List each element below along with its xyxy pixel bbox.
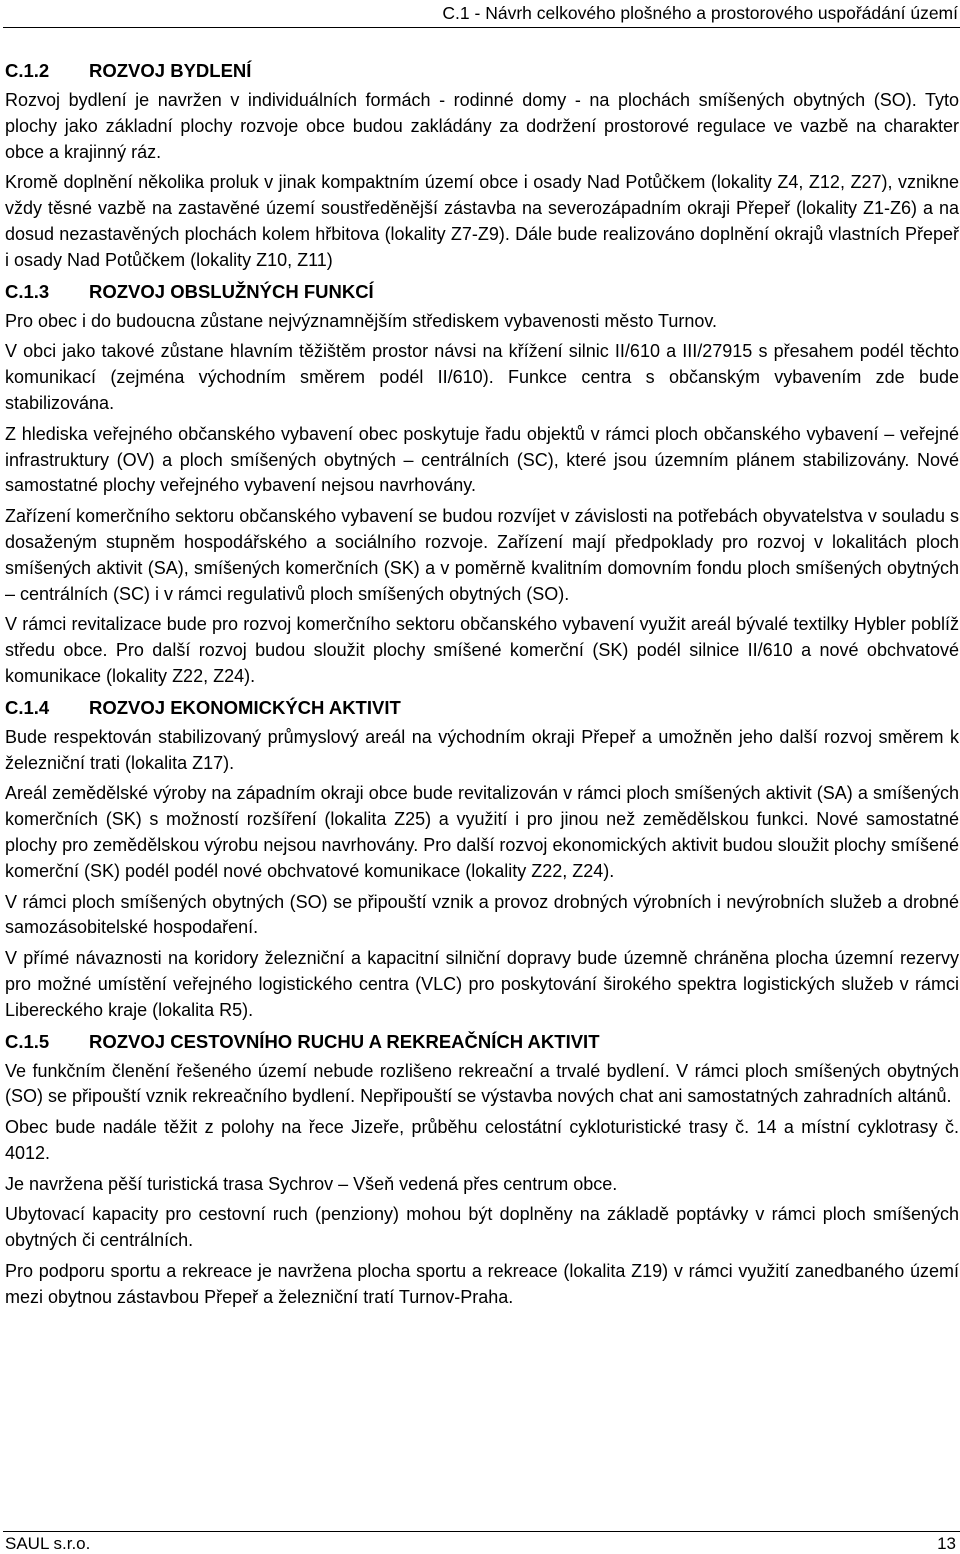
section-rozvoj-ekonomickych-aktivit bbox=[5, 695, 959, 1024]
section-title: ROZVOJ EKONOMICKÝCH AKTIVIT bbox=[89, 696, 401, 718]
section-number: C.1.3 bbox=[5, 280, 50, 302]
section-number: C.1.4 bbox=[5, 696, 50, 718]
paragraph: V obci jako takové zůstane hlavním těžištěm prostor návsi na křížení silnic II/610 a III/27915 s přesahem podél těchto komunikací (zejména východním směrem podél II/610). Funkce centra s občanským vybavením zde bude stabilizována. bbox=[5, 341, 959, 413]
footer-divider bbox=[3, 1531, 960, 1532]
paragraph: Obec bude nadále těžit z polohy na řece Jizeře, průběhu celostátní cykloturistické trasy č. 14 a místní cyklotrasy č. 4012. bbox=[5, 1117, 959, 1163]
section-number: C.1.2 bbox=[5, 60, 50, 81]
section-rozvoj-obsluznych-funkci bbox=[5, 279, 959, 690]
section-heading bbox=[5, 58, 959, 84]
section-title: ROZVOJ CESTOVNÍHO RUCHU A REKREAČNÍCH AKTIVIT bbox=[89, 1030, 600, 1052]
header-divider bbox=[3, 27, 960, 28]
paragraph: Rozvoj bydlení je navržen v individuálních formách - rodinné domy - na plochách smíšených obytných (SO). Tyto plochy jako základní plochy rozvoje obce budou zakládány za dodržení prostorové regulace ve vazbě na charakter obce a krajinný ráz. bbox=[5, 90, 959, 162]
document-body bbox=[5, 58, 959, 1316]
paragraph: Kromě doplnění několika proluk v jinak kompaktním území obce i osady Nad Potůčkem (lokality Z4, Z12, Z27), vznikne vždy těsné vazbě na zastavěné území soustředěnější zástavba na severozápadním okraji Přepeř (lokality Z1-Z6) a na dosud nezastavěných plochách kolem hřbitova (lokality Z7-Z9). Dále bude realizováno doplnění okrajů vlastních Přepeř i osady Nad Potůčkem (lokality Z10, Z11) bbox=[5, 172, 959, 270]
paragraph: Ve funkčním členění řešeného území nebude rozlišeno rekreační a trvalé bydlení. V rámci ploch smíšených obytných (SO) se připouští vznik rekreačního bydlení. Nepřipouští se výstavba nových chat ani samostatných zahradních altánů. bbox=[5, 1060, 959, 1107]
section-title: ROZVOJ BYDLENÍ bbox=[89, 60, 252, 81]
section-number: C.1.5 bbox=[5, 1030, 50, 1052]
paragraph: Z hlediska veřejného občanského vybavení obec poskytuje řadu objektů v rámci ploch občanského vybavení – veřejné infrastruktury (OV) a ploch smíšených obytných – centrálních (SC), které jsou územním plánem stabilizovány. Nové samostatné plochy veřejného vybavení nejsou navrhovány. bbox=[5, 423, 959, 496]
page-number: 13 bbox=[937, 1534, 956, 1553]
footer-company: SAUL s.r.o. bbox=[5, 1534, 91, 1553]
paragraph: Pro podporu sportu a rekreace je navržena plocha sportu a rekreace (lokalita Z19) v rámci využití zanedbaného území mezi obytnou zástavbou Přepeř a železniční tratí Turnov-Praha. bbox=[5, 1261, 959, 1307]
paragraph: Pro obec i do budoucna zůstane nejvýznamnějším střediskem vybavenosti město Turnov. bbox=[5, 310, 718, 331]
paragraph: Areál zemědělské výroby na západním okraji obce bude revitalizován v rámci ploch smíšených aktivit (SA) a smíšených komerčních (SK) s možností rozšíření (lokalita Z25) a využití i pro jinou než zemědělskou funkci. Nové samostatné plochy pro zemědělskou výrobu nejsou navrhovány. Pro další rozvoj ekonomických aktivit budou sloužit plochy smíšené komerční (SK) podél podél nové obchvatové komunikace (lokality Z22, Z24). bbox=[5, 783, 959, 881]
paragraph: Zařízení komerčního sektoru občanského vybavení se budou rozvíjet v závislosti na potřebách obyvatelstva v souladu s dosaženým stupněm hospodářského a sociálního rozvoje. Zařízení mají předpoklady pro rozvoj v lokalitách ploch smíšených aktivit (SA), smíšených komerčních (SK) a v poměrně kvalitním domovním fondu ploch smíšených obytných – centrálních (SC) i v rámci regulativů ploch smíšených obytných (SO). bbox=[5, 506, 959, 604]
paragraph: V přímé návaznosti na koridory železniční a kapacitní silniční dopravy bude územně chráněna plocha územní rezervy pro možné umístění veřejného logistického centra (VLC) pro poskytování širokého spektra logistických služeb v rámci Libereckého kraje (lokalita R5). bbox=[5, 948, 959, 1020]
section-heading bbox=[5, 1029, 959, 1055]
paragraph: Ubytovací kapacity pro cestovní ruch (penziony) mohou být doplněny na základě poptávky v rámci ploch smíšených obytných či centrálních. bbox=[5, 1204, 959, 1251]
section-title: ROZVOJ OBSLUŽNÝCH FUNKCÍ bbox=[89, 280, 374, 302]
paragraph: Bude respektován stabilizovaný průmyslový areál na východním okraji Přepeř a umožněn jeho další rozvoj směrem k železniční trati (lokalita Z17). bbox=[5, 726, 959, 773]
section-rozvoj-cestovniho-ruchu bbox=[5, 1029, 959, 1311]
section-heading bbox=[5, 279, 959, 305]
paragraph: Je navržena pěší turistická trasa Sychrov – Všeň vedená přes centrum obce. bbox=[5, 1173, 618, 1194]
paragraph: V rámci ploch smíšených obytných (SO) se připouští vznik a provoz drobných výrobních i nevýrobních služeb a drobné samozásobitelské hospodaření. bbox=[5, 891, 959, 938]
section-rozvoj-bydleni bbox=[5, 58, 959, 274]
section-heading bbox=[5, 695, 959, 721]
paragraph: V rámci revitalizace bude pro rozvoj komerčního sektoru občanského vybavení využit areál bývalé textilky Hybler poblíž středu obce. Pro další rozvoj budou sloužit plochy smíšené komerční (SK) podél silnice II/610 a nové obchvatové komunikace (lokality Z22, Z24). bbox=[5, 614, 959, 686]
page-header-title: C.1 - Návrh celkového plošného a prostorového uspořádání území bbox=[442, 3, 958, 23]
